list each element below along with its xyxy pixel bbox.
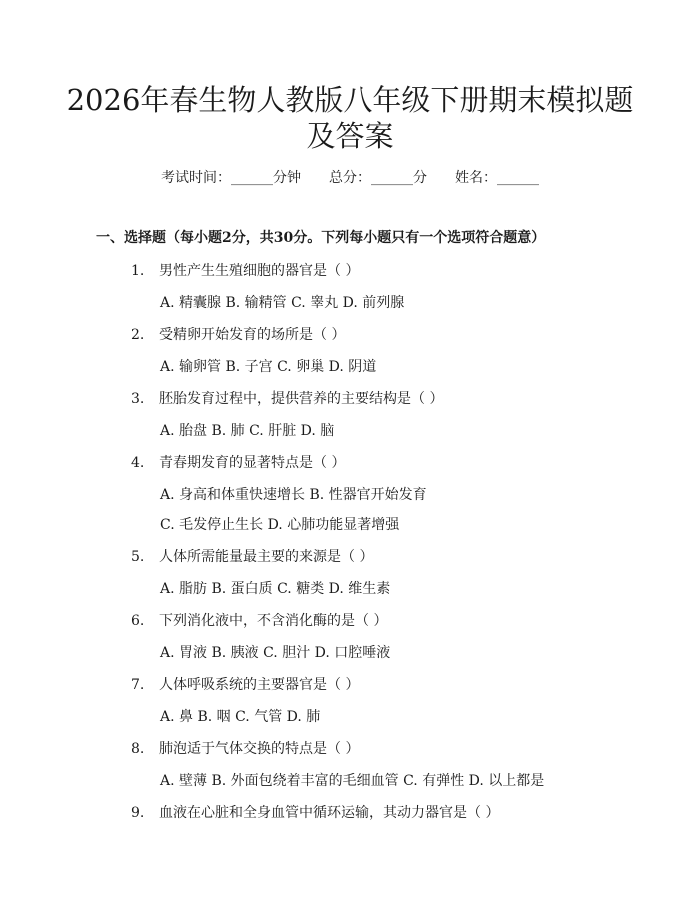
question-2-options: A. 输卵管 B. 子宫 C. 卵巢 D. 阴道 [160,359,377,375]
question-3-options: A. 胎盘 B. 肺 C. 肝脏 D. 脑 [160,423,335,439]
exam-meta [0,168,700,188]
question-1-options: A. 精囊腺 B. 输精管 C. 睾丸 D. 前列腺 [160,295,405,311]
total-score-field: 总分：______分 [329,170,427,186]
question-4-options-line1: A. 身高和体重快速增长 B. 性器官开始发育 [160,487,427,503]
question-number: 2. [131,327,145,343]
question-5-options: A. 脂肪 B. 蛋白质 C. 糖类 D. 维生素 [160,581,391,597]
question-stem: 下列消化液中，不含消化酶的是（ ） [159,613,388,629]
question-stem: 男性产生生殖细胞的器官是（ ） [159,263,360,279]
question-number: 5. [131,549,145,565]
question-7-options: A. 鼻 B. 咽 C. 气管 D. 肺 [160,709,321,725]
question-number: 3. [131,391,145,407]
question-stem: 胚胎发育过程中，提供营养的主要结构是（ ） [159,391,444,407]
student-name-field: 姓名：______ [455,170,539,186]
question-stem: 青春期发育的显著特点是（ ） [159,455,346,471]
question-6-options: A. 胃液 B. 胰液 C. 胆汁 D. 口腔唾液 [160,645,391,661]
question-stem: 人体呼吸系统的主要器官是（ ） [159,677,360,693]
question-stem: 人体所需能量最主要的来源是（ ） [159,549,374,565]
question-stem: 血液在心脏和全身血管中循环运输，其动力器官是（ ） [159,805,500,821]
exam-title-line1: 2026年春生物人教版八年级下册期末模拟题 [66,83,634,117]
question-stem: 肺泡适于气体交换的特点是（ ） [159,741,360,757]
question-number: 4. [131,455,145,471]
exam-time-field: 考试时间：______分钟 [161,170,301,186]
exam-title-line2: 及答案 [306,119,394,153]
question-number: 1. [131,263,145,279]
section-title-multiple-choice: 一、选择题（每小题2分，共30分。下列每小题只有一个选项符合题意） [96,230,546,246]
question-number: 7. [131,677,145,693]
question-number: 9. [131,805,145,821]
question-8-options: A. 壁薄 B. 外面包绕着丰富的毛细血管 C. 有弹性 D. 以上都是 [160,773,545,789]
question-number: 8. [131,741,145,757]
question-stem: 受精卵开始发育的场所是（ ） [159,327,346,343]
question-4-options-line2: C. 毛发停止生长 D. 心肺功能显著增强 [160,517,400,533]
question-number: 6. [131,613,145,629]
